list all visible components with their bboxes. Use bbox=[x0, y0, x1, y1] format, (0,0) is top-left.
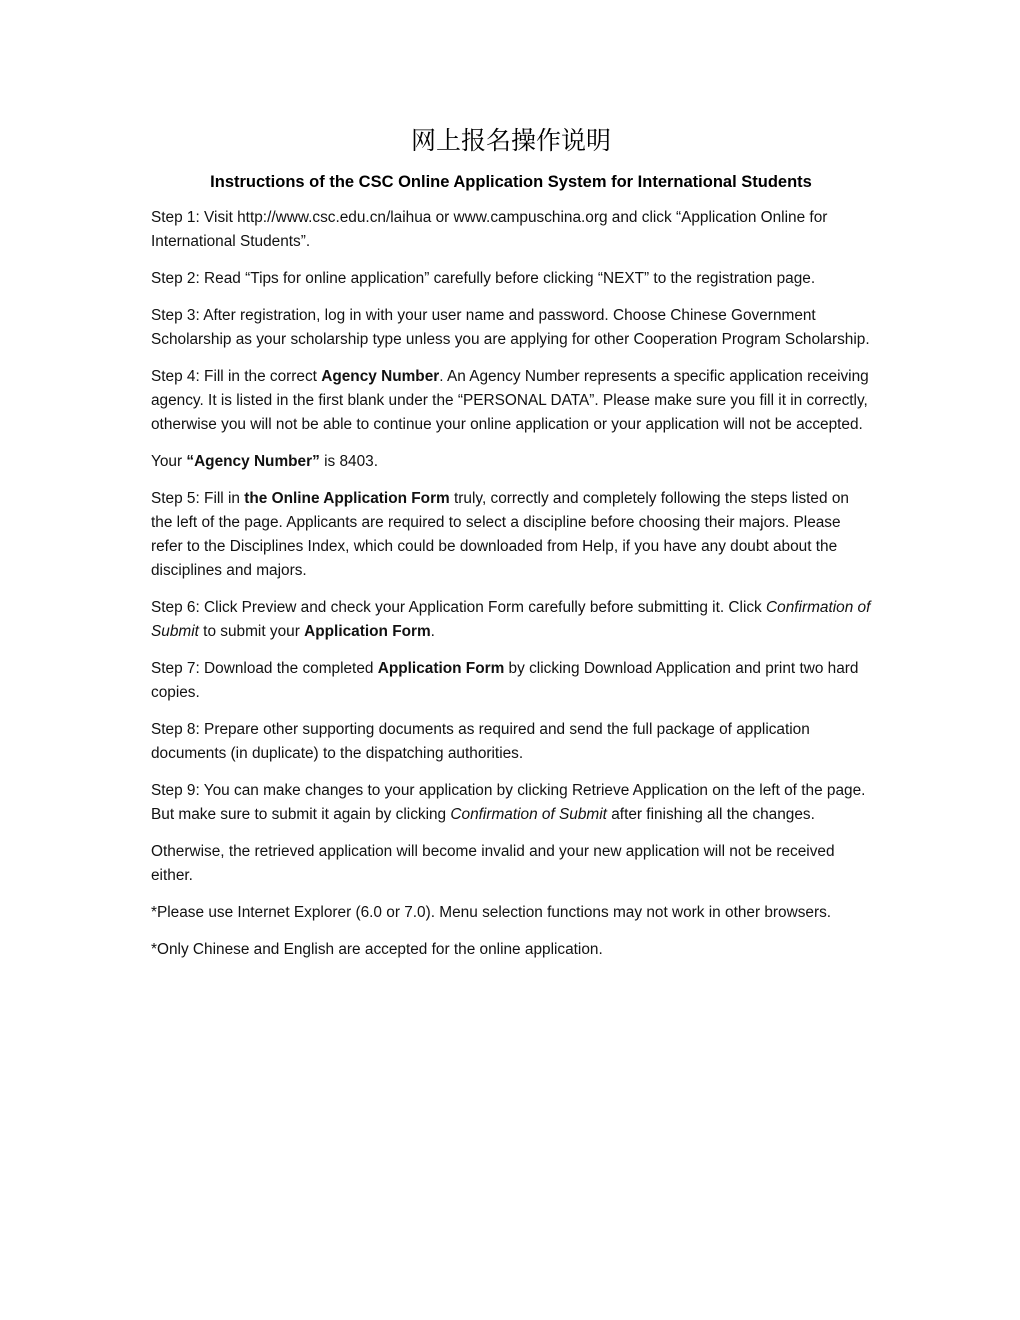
step-5-text-a: Step 5: Fill in bbox=[151, 490, 245, 507]
title-chinese: 网上报名操作说明 bbox=[410, 126, 611, 155]
document-page bbox=[151, 122, 871, 975]
step-6 bbox=[151, 596, 871, 644]
step-2: Step 2: Read “Tips for online application” carefully before clicking “NEXT” to the registration page. bbox=[151, 270, 816, 287]
step-6-text-c: to submit your bbox=[198, 623, 305, 640]
step-7 bbox=[151, 657, 871, 705]
language-note: *Only Chinese and English are accepted for the online application. bbox=[151, 941, 603, 958]
step-7-text-c: by clicking Download Application and print two hard copies. bbox=[151, 660, 859, 701]
step-9-confirmation-italic: Confirmation of Submit bbox=[450, 806, 607, 823]
step-5-form-emphasis: the Online Application Form bbox=[244, 490, 450, 507]
step-7-text-a: Step 7: Download the completed bbox=[151, 660, 378, 677]
step-3: Step 3: After registration, log in with your user name and password. Choose Chinese Government Scholarship as your scholarship type unless you are applying for other Cooperation Program Scholarship. bbox=[151, 307, 870, 348]
title-english: Instructions of the CSC Online Application System for International Students bbox=[210, 173, 812, 191]
step-6-form-emphasis: Application Form bbox=[304, 623, 431, 640]
step-5-text-c: truly, correctly and completely following the steps listed on the left of the page. Applicants are required to select a discipline before choosing their majors. Please refer to the Disciplines Index, which could be downloaded from Help, if you have any doubt about the disciplines and majors. bbox=[151, 490, 849, 579]
step-4-agency-number-emphasis: Agency Number bbox=[321, 368, 440, 385]
step-9 bbox=[151, 779, 871, 827]
step-9-text-c: after finishing all the changes. bbox=[606, 806, 815, 823]
step-4 bbox=[151, 365, 871, 437]
step-4-text-a: Step 4: Fill in the correct bbox=[151, 368, 322, 385]
step-4-text-c: . An Agency Number represents a specific application receiving agency. It is listed in the first blank under the “PERSONAL DATA”. Please make sure you fill it in correctly, otherwise you will not be able to continue your online application or your application will not be accepted. bbox=[151, 368, 869, 433]
step-6-confirmation-italic: Confirmation of Submit bbox=[151, 599, 871, 640]
step-6-text-a: Step 6: Click Preview and check your Application Form carefully before submitting it. Click bbox=[151, 599, 767, 616]
agency-number-line bbox=[151, 450, 871, 474]
step-1: Step 1: Visit http://www.csc.edu.cn/laihua or www.campuschina.org and click “Application Online for International Students”. bbox=[151, 209, 828, 250]
step-8: Step 8: Prepare other supporting documents as required and send the full package of application documents (in duplicate) to the dispatching authorities. bbox=[151, 721, 810, 762]
step-7-form-emphasis: Application Form bbox=[377, 660, 505, 677]
step-5 bbox=[151, 487, 871, 583]
step-6-text-e: . bbox=[430, 623, 435, 640]
browser-note: *Please use Internet Explorer (6.0 or 7.0). Menu selection functions may not work in other browsers. bbox=[151, 904, 832, 921]
agency-number-label: “Agency Number” bbox=[186, 453, 320, 470]
step-9-text-a: Step 9: You can make changes to your application by clicking Retrieve Application on the left of the page. But make sure to submit it again by clicking bbox=[151, 782, 866, 823]
agency-number-value: is 8403. bbox=[319, 453, 378, 470]
agency-text-a: Your bbox=[151, 453, 187, 470]
otherwise-note: Otherwise, the retrieved application will become invalid and your new application will not be received either. bbox=[151, 843, 835, 884]
